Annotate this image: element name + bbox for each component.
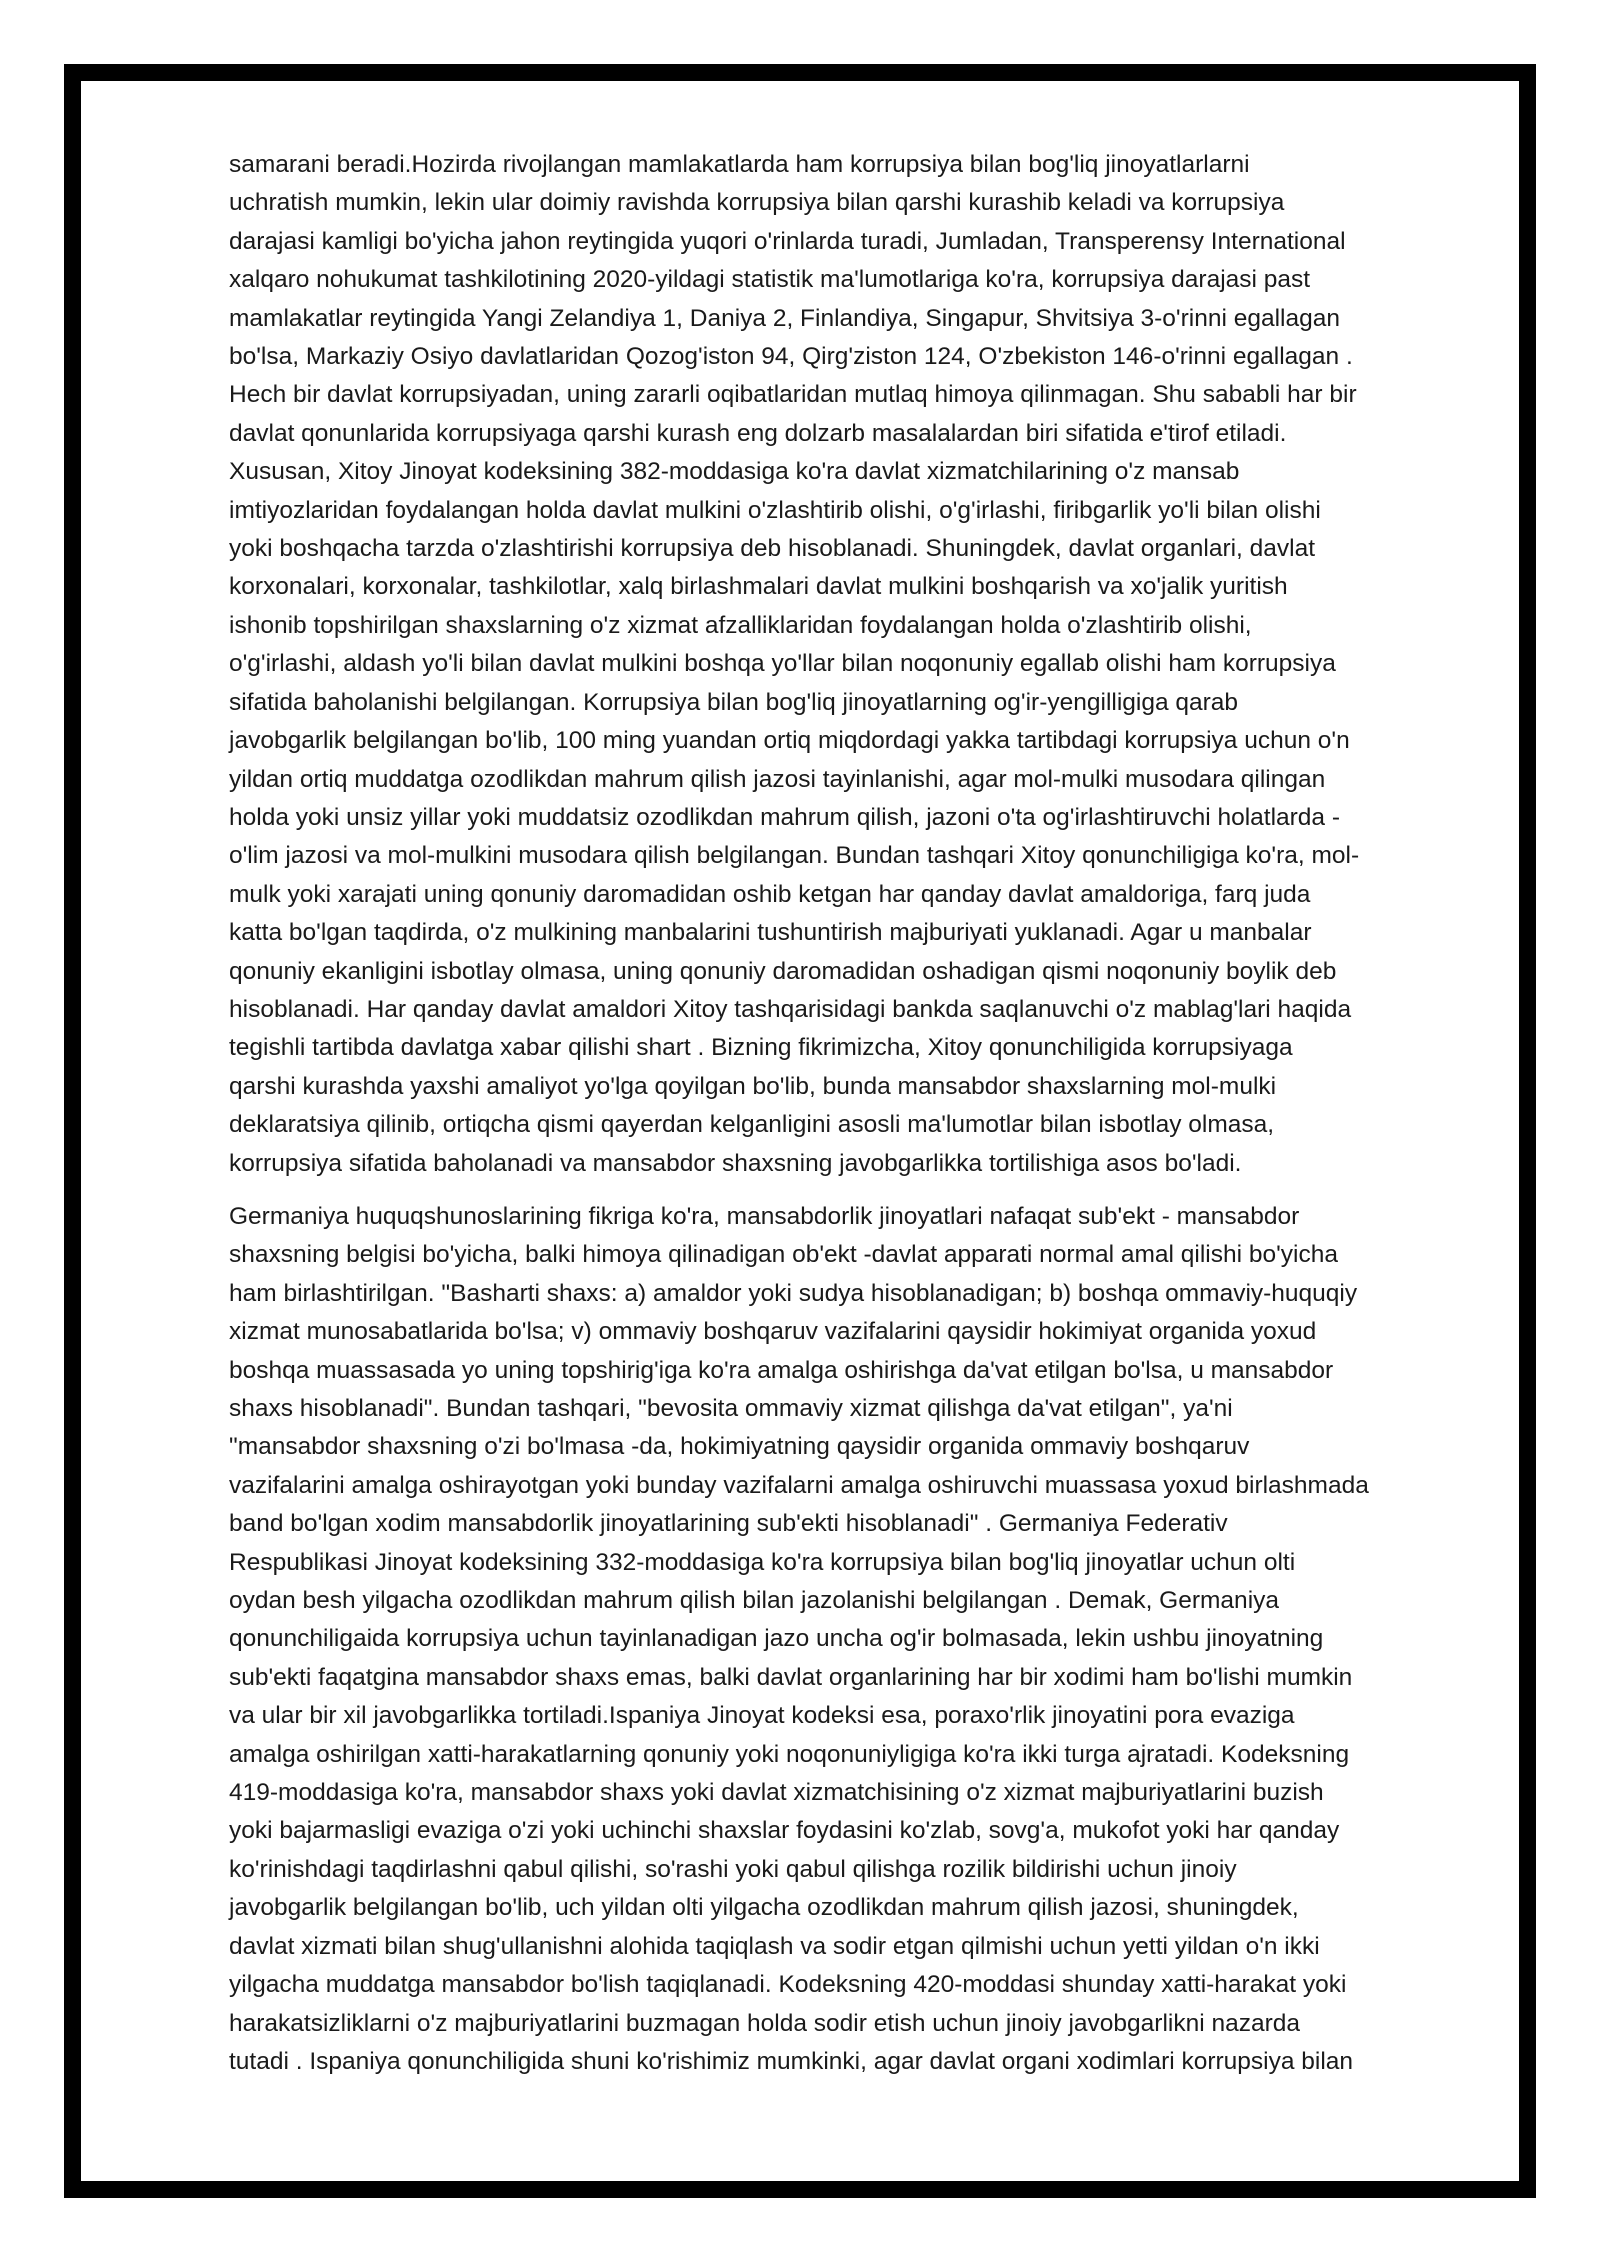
paragraph-line: boshqa muassasada yo uning topshirig'iga ko'ra amalga oshirishga da'vat etilgan bo'lsa, u mansabdor — [229, 1356, 1334, 1384]
paragraph-line: javobgarlik belgilangan bo'lib, uch yildan olti yilgacha ozodlikdan mahrum qilish jazosi, shuningdek, — [229, 1894, 1299, 1922]
paragraph-line: mamlakatlar reytingida Yangi Zelandiya 1, Daniya 2, Finlandiya, Singapur, Shvitsiya 3-o'rinni egallagan — [229, 304, 1340, 332]
paragraph-line: ishonib topshirilgan shaxslarning o'z xizmat afzalliklaridan foydalangan holda o'zlashtirib olishi, — [229, 611, 1252, 639]
paragraph-line: davlat qonunlarida korrupsiyaga qarshi kurash eng dolzarb masalalardan biri sifatida e'tirof etiladi. — [229, 419, 1287, 447]
paragraph-line: yoki bajarmasligi evaziga o'zi yoki uchinchi shaxslar foydasini ko'zlab, sovg'a, mukofot yoki har qanday — [229, 1817, 1340, 1845]
paragraph-line: bo'lsa, Markaziy Osiyo davlatlaridan Qozog'iston 94, Qirg'ziston 124, O'zbekiston 146-o'rinni egallagan . — [229, 343, 1353, 371]
paragraph-line: shaxs hisoblanadi". Bundan tashqari, "bevosita ommaviy xizmat qilishga da'vat etilgan", ya'ni — [229, 1395, 1233, 1422]
paragraph-line: o'lim jazosi va mol-mulkini musodara qilish belgilangan. Bundan tashqari Xitoy qonunchiligiga ko'ra, mol- — [229, 842, 1360, 870]
paragraph-line: davlat xizmati bilan shug'ullanishni alohida taqiqlash va sodir etgan qilmishi uchun yetti yildan o'n ikki — [229, 1932, 1320, 1960]
paragraph-line: xalqaro nohukumat tashkilotining 2020-yildagi statistik ma'lumotlariga ko'ra, korrupsiya darajasi past — [229, 266, 1311, 294]
paragraph-line: ko'rinishdagi taqdirlashni qabul qilishi, so'rashi yoki qabul qilishga rozilik bildirishi uchun jinoiy — [229, 1855, 1237, 1883]
paragraph-1 — [229, 146, 1491, 1183]
paragraph-line: uchratish mumkin, lekin ular doimiy ravishda korrupsiya bilan qarshi kurashib keladi va korrupsiya — [229, 189, 1285, 217]
paragraph-line: Hech bir davlat korrupsiyadan, uning zararli oqibatlaridan mutlaq himoya qilinmagan. Shu sababli har bir — [229, 381, 1357, 409]
paragraph-line: Respublikasi Jinoyat kodeksining 332-moddasiga ko'ra korrupsiya bilan bog'liq jinoyatlar uchun olti — [229, 1548, 1296, 1576]
paragraph-line: Germaniya huquqshunoslarining fikriga ko'ra, mansabdorlik jinoyatlari nafaqat sub'ekt - mansabdor — [229, 1202, 1300, 1230]
paragraph-line: yilgacha muddatga mansabdor bo'lish taqiqlanadi. Kodeksning 420-moddasi shunday xatti-harakat yoki — [229, 1971, 1347, 1999]
paragraph-line: holda yoki unsiz yillar yoki muddatsiz ozodlikdan mahrum qilish, jazoni o'ta og'irlashtiruvchi holatlarda - — [229, 803, 1341, 831]
paragraph-line: yoki boshqacha tarzda o'zlashtirishi korrupsiya deb hisoblanadi. Shuningdek, davlat organlari, davlat — [229, 535, 1316, 563]
paragraph-line: band bo'lgan xodim mansabdorlik jinoyatlarining sub'ekti hisoblanadi" . Germaniya Federativ — [229, 1510, 1228, 1538]
paragraph-line: mulk yoki xarajati uning qonuniy daromadidan oshib ketgan har qanday davlat amaldoriga, farq juda — [229, 880, 1311, 908]
paragraph-line: tutadi . Ispaniya qonunchiligida shuni ko'rishimiz mumkinki, agar davlat organi xodimlari korrupsiya bilan — [229, 2047, 1354, 2075]
paragraph-line: qonuniy ekanligini isbotlay olmasa, uning qonuniy daromadidan oshadigan qismi noqonuniy boylik deb — [229, 957, 1337, 985]
paragraph-line: sub'ekti faqatgina mansabdor shaxs emas, balki davlat organlarining har bir xodimi ham bo'lishi mumkin — [229, 1663, 1353, 1691]
paragraph-line: qarshi kurashda yaxshi amaliyot yo'lga qoyilgan bo'lib, bunda mansabdor shaxslarning mol-mulki — [229, 1072, 1277, 1100]
paragraph-line: va ular bir xil javobgarlikka tortiladi.Ispaniya Jinoyat kodeksi esa, poraxo'rlik jinoyatini pora evaziga — [229, 1702, 1295, 1730]
paragraph-line: imtiyozlaridan foydalangan holda davlat mulkini o'zlashtirib olishi, o'g'irlashi, firibgarlik yo'li bilan olishi — [229, 496, 1321, 524]
paragraph-line: 419-moddasiga ko'ra, mansabdor shaxs yoki davlat xizmatchisining o'z xizmat majburiyatlarini buzish — [229, 1779, 1324, 1807]
paragraph-line: hisoblanadi. Har qanday davlat amaldori Xitoy tashqarisidagi bankda saqlanuvchi o'z mablag'lari haqida — [229, 995, 1352, 1023]
paragraph-line: vazifalarini amalga oshirayotgan yoki bunday vazifalarni amalga oshiruvchi muassasa yoxud birlashmada — [229, 1471, 1369, 1499]
paragraph-line: xizmat munosabatlarida bo'lsa; v) ommaviy boshqaruv vazifalarini qaysidir hokimiyat organida yoxud — [229, 1318, 1317, 1346]
paragraph-line: javobgarlik belgilangan bo'lib, 100 ming yuandan ortiq miqdordagi yakka tartibdagi korrupsiya uchun o'n — [229, 727, 1350, 755]
paragraph-line: korxonalari, korxonalar, tashkilotlar, xalq birlashmalari davlat mulkini boshqarish va xo'jalik yuritish — [229, 573, 1288, 601]
paragraph-line: Xususan, Xitoy Jinoyat kodeksining 382-moddasiga ko'ra davlat xizmatchilarining o'z mansab — [229, 458, 1240, 486]
paragraph-line: yildan ortiq muddatga ozodlikdan mahrum qilish jazosi tayinlanishi, agar mol-mulki musodara qilingan — [229, 765, 1326, 793]
paragraph-line: qonunchiligaida korrupsiya uchun tayinlanadigan jazo uncha og'ir bolmasada, lekin ushbu jinoyatning — [229, 1625, 1324, 1653]
paragraph-line: ham birlashtirilgan. "Basharti shaxs: a) amaldor yoki sudya hisoblanadigan; b) boshqa ommaviy-huquqiy — [229, 1279, 1358, 1307]
paragraph-line: "mansabdor shaxsning o'zi bo'lmasa -da, hokimiyatning qaysidir organida ommaviy boshqaruv — [229, 1433, 1250, 1461]
paragraph-line: shaxsning belgisi bo'yicha, balki himoya qilinadigan ob'ekt -davlat apparati normal amal qilishi bo'yicha — [229, 1241, 1338, 1269]
paragraph-line: sifatida baholanishi belgilangan. Korrupsiya bilan bog'liq jinoyatlarning og'ir-yengilligiga qarab — [229, 688, 1239, 716]
paragraph-line: o'g'irlashi, aldash yo'li bilan davlat mulkini boshqa yo'llar bilan noqonuniy egallab olishi ham korrupsiya — [229, 650, 1336, 678]
document-body — [229, 146, 1491, 2081]
paragraph-2 — [229, 1198, 1491, 2081]
paragraph-line: amalga oshirilgan xatti-harakatlarning qonuniy yoki noqonuniyligiga ko'ra ikki turga ajratadi. Kodeksning — [229, 1740, 1350, 1768]
paragraph-line: oydan besh yilgacha ozodlikdan mahrum qilish bilan jazolanishi belgilangan . Demak, Germaniya — [229, 1587, 1280, 1615]
paragraph-line: harakatsizliklarni o'z majburiyatlarini buzmagan holda sodir etish uchun jinoiy javobgarlikni nazarda — [229, 2009, 1300, 2037]
paragraph-line: deklaratsiya qilinib, ortiqcha qismi qayerdan kelganligini asosli ma'lumotlar bilan isbotlay olmasa, — [229, 1111, 1275, 1139]
paragraph-line: darajasi kamligi bo'yicha jahon reytingida yuqori o'rinlarda turadi, Jumladan, Transperensy International — [229, 227, 1346, 255]
paragraph-line: korrupsiya sifatida baholanadi va mansabdor shaxsning javobgarlikka tortilishiga asos bo'ladi. — [229, 1149, 1242, 1177]
paragraph-line: katta bo'lgan taqdirda, o'z mulkining manbalarini tushuntirish majburiyati yuklanadi. Agar u manbalar — [229, 919, 1312, 947]
paragraph-line: tegishli tartibda davlatga xabar qilishi shart . Bizning fikrimizcha, Xitoy qonunchiligida korrupsiyaga — [229, 1034, 1293, 1062]
paragraph-line: samarani beradi.Hozirda rivojlangan mamlakatlarda ham korrupsiya bilan bog'liq jinoyatlarlarni — [229, 151, 1250, 178]
